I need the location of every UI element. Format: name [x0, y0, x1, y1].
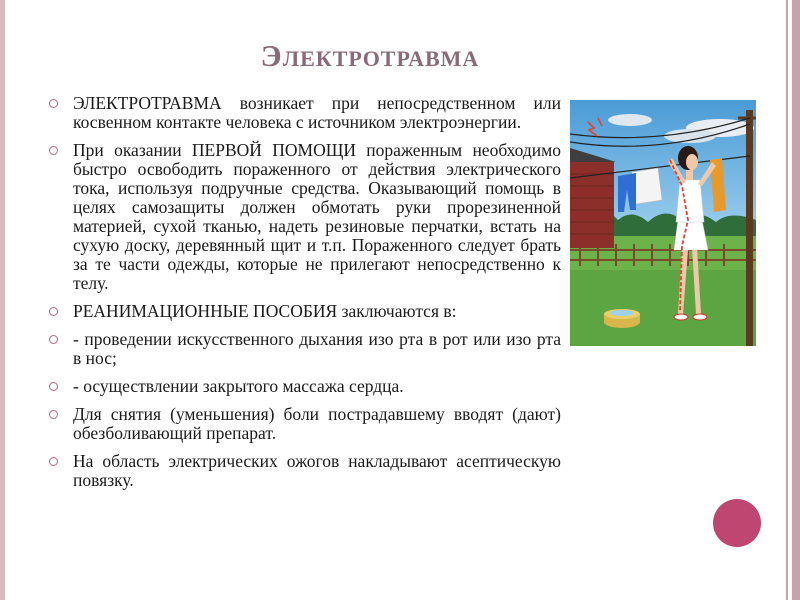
slide-title: Электротравма — [260, 38, 480, 73]
bullet-item: На область электрических ожогов накладывают асептическую повязку. — [45, 452, 561, 490]
hanging-shirt — [632, 168, 662, 204]
bullet-item: Для снятия (уменьшения) боли пострадавшему вводят (дают) обезболивающий препарат. — [45, 405, 561, 443]
right-border-line — [786, 0, 788, 600]
bullet-item: - осуществлении закрытого массажа сердца. — [45, 377, 561, 396]
bullet-list — [45, 94, 561, 499]
cloud — [608, 114, 652, 126]
bullet-item: При оказании ПЕРВОЙ ПОМОЩИ пораженным необходимо быстро освободить пораженного от действия электрического тока, используя подручные средства. Оказывающий помощь в целях самозащиты должен обмотать руки прорезиненной материей, сухой тканью, надеть резиновые перчатки, встать на сухую доску, деревянный щит и т.п. Пораженного следует брать за те части одежды, которые не прилегают непосредственно к телу. — [45, 141, 561, 293]
lawn-shade — [570, 270, 756, 346]
utility-pole — [746, 110, 753, 346]
right-border — [792, 0, 800, 600]
accent-circle — [713, 499, 761, 547]
left-border — [0, 0, 5, 600]
bullet-item: ЭЛЕКТРОТРАВМА возникает при непосредственном или косвенном контакте человека с источником электроэнергии. — [45, 94, 561, 132]
bullet-item: - проведении искусственного дыхания изо рта в рот или изо рта в нос; — [45, 330, 561, 368]
electrocution-clothesline-illustration — [570, 100, 756, 346]
bullet-item: РЕАНИМАЦИОННЫЕ ПОСОБИЯ заключаются в: — [45, 302, 561, 321]
